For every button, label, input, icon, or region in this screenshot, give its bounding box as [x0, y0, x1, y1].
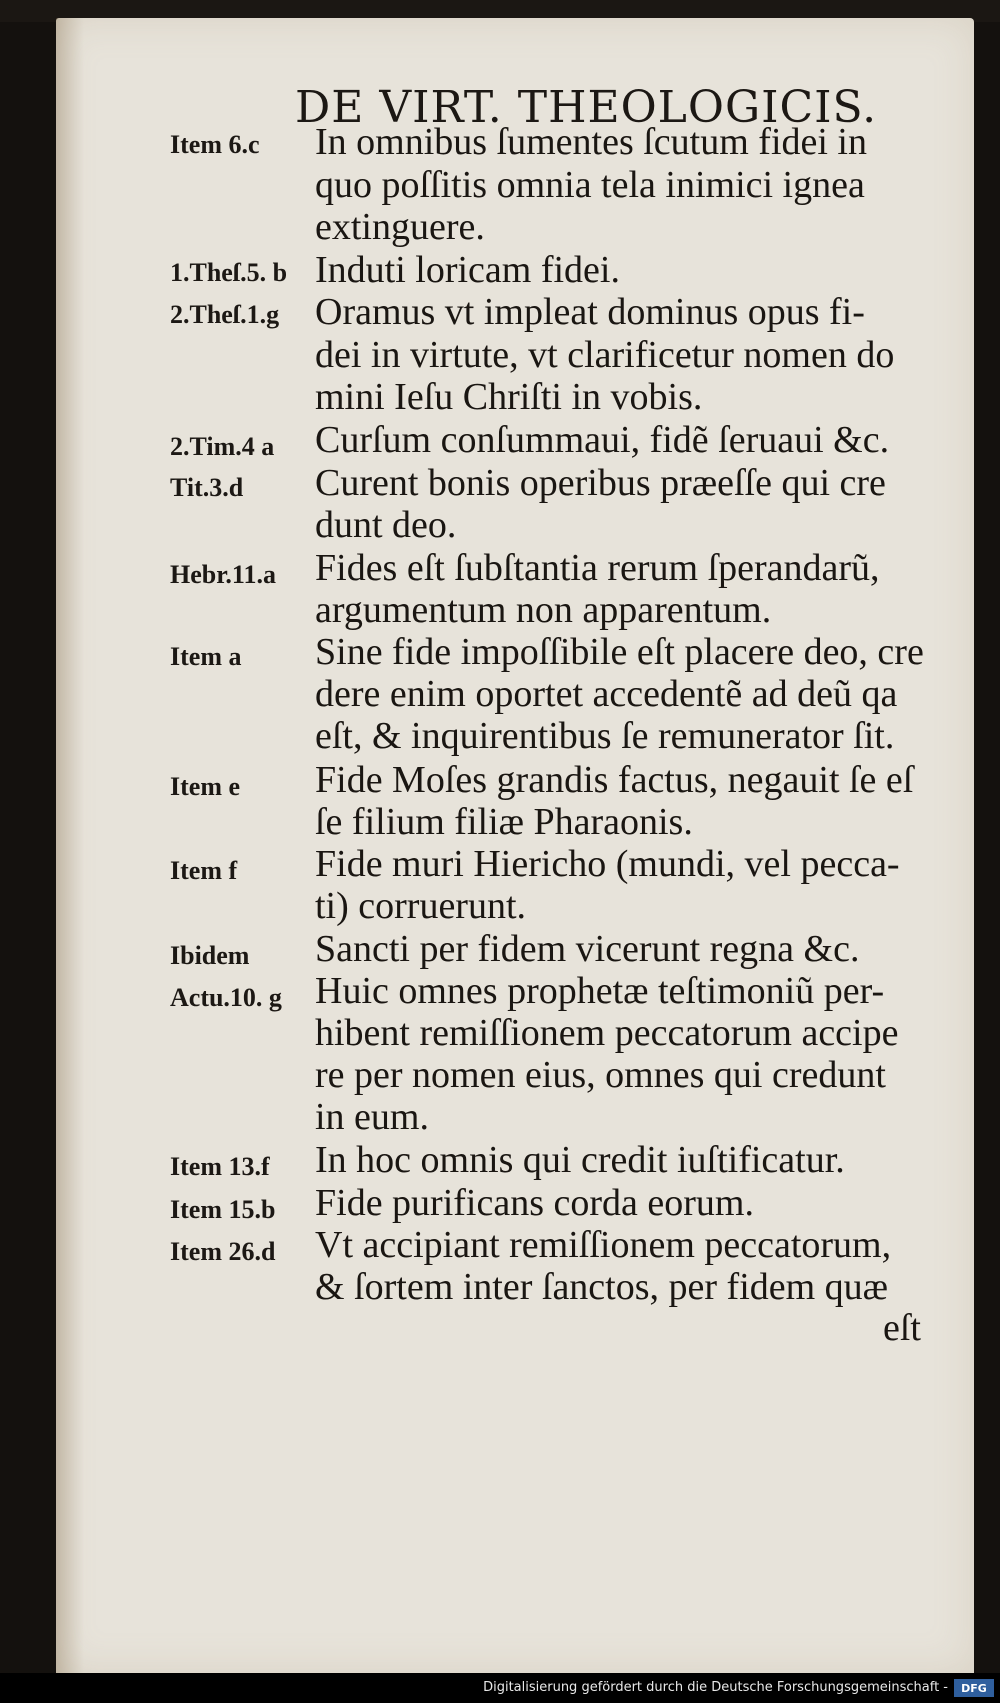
- margin-reference: Item 6.c: [170, 130, 260, 159]
- margin-reference: Hebr.11.a: [170, 560, 276, 589]
- text-line: Sine fide impoſſibile eſt placere deo, cre: [315, 631, 924, 673]
- text-line: extinguere.: [315, 206, 485, 248]
- text-line: dere enim oportet accedentẽ ad deũ qa: [315, 673, 898, 715]
- text-line: hibent remiſſionem peccatorum accipe: [315, 1012, 899, 1054]
- margin-reference: Item 15.b: [170, 1195, 276, 1224]
- gutter-shadow: [56, 18, 84, 1673]
- text-line: mini Ieſu Chriſti in vobis.: [315, 376, 703, 418]
- text-line: Oramus vt impleat dominus opus fi-: [315, 291, 865, 333]
- dfg-logo-icon: DFG: [954, 1679, 994, 1697]
- text-line: dunt deo.: [315, 504, 457, 546]
- text-line: & ſortem inter ſanctos, per fidem quæ: [315, 1266, 889, 1308]
- margin-reference: Item 13.f: [170, 1152, 270, 1181]
- text-line: quo poſſitis omnia tela inimici ignea: [315, 164, 865, 206]
- text-line: In omnibus ſumentes ſcutum fidei in: [315, 121, 867, 163]
- margin-reference: Item e: [170, 772, 241, 801]
- text-line: re per nomen eius, omnes qui credunt: [315, 1054, 886, 1096]
- text-line: Sancti per fidem vicerunt regna &c.: [315, 928, 860, 970]
- margin-reference: Item a: [170, 642, 242, 671]
- margin-reference: Item f: [170, 856, 238, 885]
- running-head: DE VIRT. THEOLOGICIS.: [295, 82, 878, 133]
- text-line: dei in virtute, vt clarificetur nomen do: [315, 334, 895, 376]
- footer-credit: Digitalisierung gefördert durch die Deutsche Forschungsgemeinschaft -: [483, 1680, 948, 1695]
- text-line: Induti loricam fidei.: [315, 249, 620, 291]
- text-line: Fide muri Hiericho (mundi, vel pecca-: [315, 843, 900, 885]
- margin-reference: 2.Tim.4 a: [170, 432, 275, 461]
- margin-reference: Tit.3.d: [170, 473, 244, 502]
- text-line: Huic omnes prophetæ teſtimoniũ per-: [315, 970, 885, 1012]
- text-line: in eum.: [315, 1096, 429, 1138]
- margin-reference: Actu.10. g: [170, 983, 282, 1012]
- text-line: Curent bonis operibus præeſſe qui cre: [315, 462, 886, 504]
- text-line: Fides eſt ſubſtantia rerum ſperandarũ,: [315, 547, 880, 589]
- text-line: Fide purificans corda eorum.: [315, 1182, 754, 1224]
- margin-reference: 2.Theſ.1.g: [170, 300, 280, 329]
- text-line: ti) corruerunt.: [315, 885, 527, 927]
- margin-reference: 1.Theſ.5. b: [170, 258, 288, 287]
- text-line: argumentum non apparentum.: [315, 589, 772, 631]
- text-line: In hoc omnis qui credit iuſtificatur.: [315, 1139, 845, 1181]
- margin-reference: Item 26.d: [170, 1237, 276, 1266]
- catchword: eſt: [883, 1307, 921, 1349]
- text-line: eſt, & inquirentibus ſe remunerator ſit.: [315, 715, 895, 757]
- text-line: ſe filium filiæ Pharaonis.: [315, 801, 693, 843]
- digitization-footer: [0, 1673, 1000, 1703]
- text-line: Vt accipiant remiſſionem peccatorum,: [315, 1224, 892, 1266]
- text-line: Curſum conſummaui, fidẽ ſeruaui &c.: [315, 419, 890, 461]
- text-line: Fide Moſes grandis factus, negauit ſe eſ: [315, 759, 914, 801]
- margin-reference: Ibidem: [170, 941, 250, 970]
